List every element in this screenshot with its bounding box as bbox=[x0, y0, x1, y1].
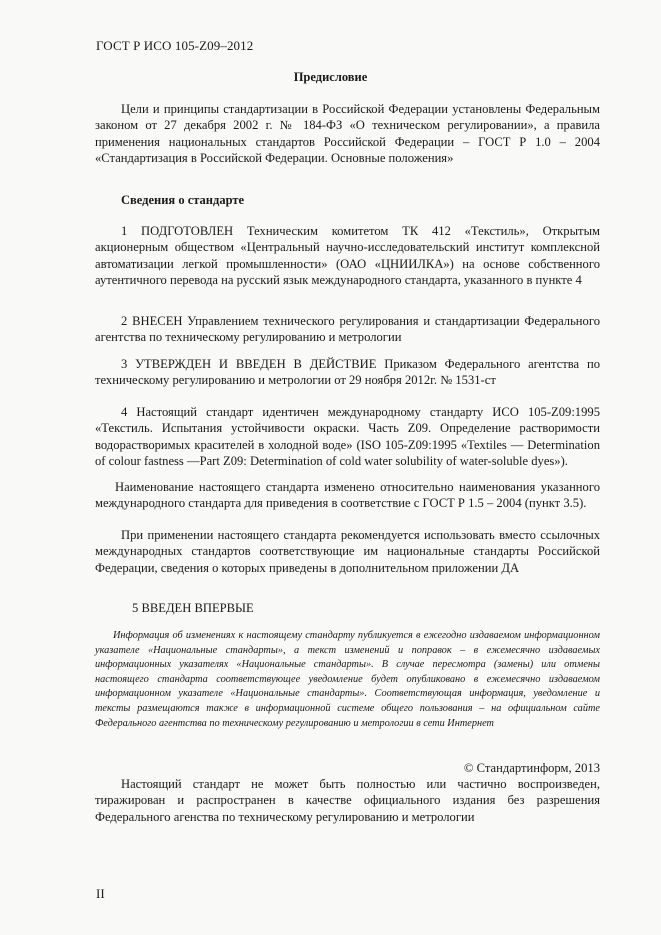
copyright-line: © Стандартинформ, 2013 bbox=[463, 761, 600, 775]
section-subtitle: Сведения о стандарте bbox=[121, 193, 245, 207]
item-3-approved: 3 УТВЕРЖДЕН И ВВЕДЕН В ДЕЙСТВИЕ Приказом Федерального агентства по техническому регулированию и метрологии от 29 ноября 2012г. № 1531-ст bbox=[95, 357, 600, 388]
intro-paragraph: Цели и принципы стандартизации в Российской Федерации установлены Федеральным законом от 27 декабря 2002 г. № 184-ФЗ «О техническом регулировании», а правила применения национальных стандартов Российской Федерации – ГОСТ Р 1.0 – 2004 «Стандартизация в Российской Федерации. Основные положения» bbox=[95, 102, 600, 166]
item-1-prepared: 1 ПОДГОТОВЛЕН Техническим комитетом ТК 412 «Текстиль», Открытым акционерным обществом «Центральный научно-исследовательский институт комплексной автоматизации легкой промышленности» (ОАО «ЦНИИЛКА») на основе собственного аутентичного перевода на русский язык международного стандарта, указанного в пункте 4 bbox=[95, 224, 600, 288]
page-title: Предисловие bbox=[293, 70, 368, 84]
item-4-identity: 4 Настоящий стандарт идентичен международному стандарту ИСО 105-Z09:1995 «Текстиль. Испытания устойчивости окраски. Часть Z09. Определение растворимости водорастворимых красителей в холодной воде» (ISO 105-Z09:1995 «Textiles — Determination of colour fastness —Part Z09: Determination of cold water solubility of water-soluble dyes»). bbox=[95, 405, 600, 469]
reproduction-notice: Настоящий стандарт не может быть полностью или частично воспроизведен, тиражирован и распространен в качестве официального издания без разрешения Федерального агенства по техническому регулированию и метрологии bbox=[95, 777, 600, 824]
amendments-notice: Информация об изменениях к настоящему стандарту публикуется в ежегодно издаваемом информационном указателе «Национальные стандарты», а текст изменений и поправок – в ежемесячно издаваемых информационных указателях «Национальные стандарты». В случае пересмотра (замены) или отмены настоящего стандарта соответствующее уведомление будет опубликовано в ежемесячно издаваемом информационном указателе «Национальные стандарты». Соответствующая информация, уведомление и тексты размещаются также в информационной системе общего пользования – на официальном сайте Федерального агентства по техническому регулированию и метрологии в сети Интернет bbox=[95, 630, 600, 729]
document-header: ГОСТ Р ИСО 105-Z09–2012 bbox=[96, 38, 254, 53]
page-number: II bbox=[96, 886, 105, 901]
item-5-introduced: 5 ВВЕДЕН ВПЕРВЫЕ bbox=[132, 601, 254, 615]
item-4-naming: Наименование настоящего стандарта изменено относительно наименования указанного международного стандарта для приведения в соответствие с ГОСТ Р 1.5 – 2004 (пункт 3.5). bbox=[95, 480, 600, 511]
item-4-usage: При применении настоящего стандарта рекомендуется использовать вместо ссылочных международных стандартов соответствующие им национальные стандарты Российской Федерации, сведения о которых приведены в дополнительном приложении ДА bbox=[95, 528, 600, 575]
item-2-submitted: 2 ВНЕСЕН Управлением технического регулирования и стандартизации Федерального агентства по техническому регулированию и метрологии bbox=[95, 314, 600, 345]
